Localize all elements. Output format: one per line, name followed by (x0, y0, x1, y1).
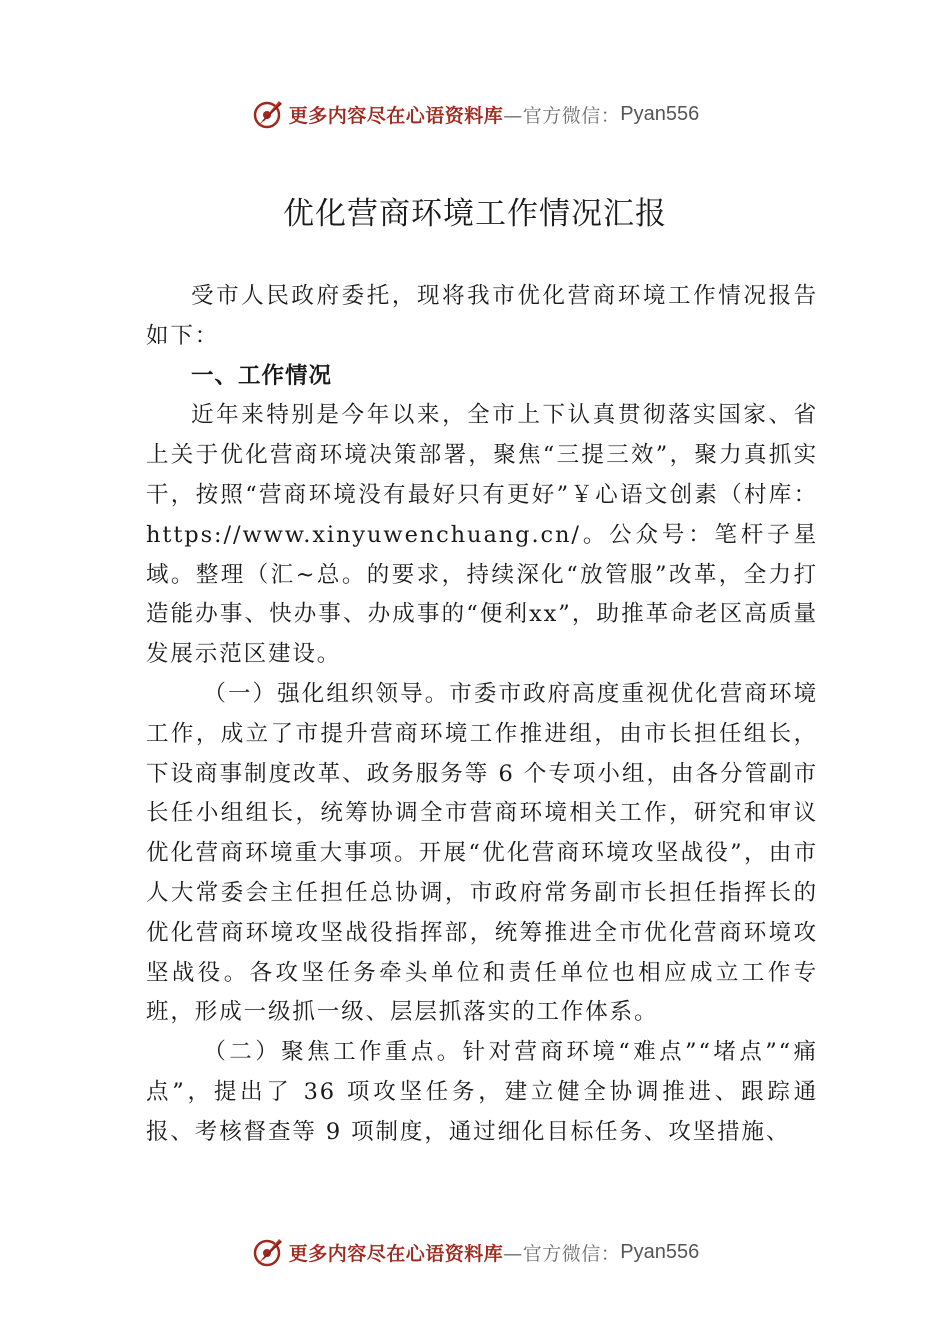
header-wechat-handle: Pyan556 (620, 102, 700, 125)
footer-banner (0, 1232, 950, 1272)
footer-wechat-handle: Pyan556 (620, 1240, 700, 1263)
header-contact-label: —官方微信： (503, 104, 621, 127)
quill-logo-icon (251, 1235, 285, 1269)
header-site-text: 更多内容尽在心语资料库 (288, 104, 504, 127)
quill-logo-icon (251, 97, 285, 131)
header-banner (0, 94, 950, 134)
footer-contact-label: —官方微信： (503, 1242, 621, 1265)
document-body (146, 277, 818, 1153)
intro-paragraph: 受市人民政府委托，现将我市优化营商环境工作情况报告如下： (146, 283, 818, 349)
document-title: 优化营商环境工作情况汇报 (283, 196, 667, 232)
body-paragraph-focus: （二）聚焦工作重点。针对营商环境“难点”“堵点”“痛点”，提出了 36 项攻坚任务，建立健全协调推进、跟踪通报、考核督查等 9 项制度，通过细化目标任务、攻坚措施、 (146, 1039, 818, 1145)
footer-site-text: 更多内容尽在心语资料库 (288, 1242, 504, 1265)
body-paragraph-leadership: （一）强化组织领导。市委市政府高度重视优化营商环境工作，成立了市提升营商环境工作推进组，由市长担任组长，下设商事制度改革、政务服务等 6 个专项小组，由各分管副市长任小组组长，统筹协调全市营商环境相关工作，研究和审议优化营商环境重大事项。开展“优化营商环境攻坚战役”，由市人大常委会主任担任总协调，市政府常务副市长担任指挥长的优化营商环境攻坚战役指挥部，统筹推进全市优化营商环境攻坚战役。各攻坚任务牵头单位和责任单位也相应成立工作专班，形成一级抓一级、层层抓落实的工作体系。 (146, 680, 818, 1026)
body-paragraph-overview: 近年来特别是今年以来，全市上下认真贯彻落实国家、省上关于优化营商环境决策部署，聚焦“三提三效”，聚力真抓实干，按照“营商环境没有最好只有更好”￥心语文创素（村库：https://www.xinyuwenchuang.cn/。公众号：笔杆子星域。整理（汇~总。的要求，持续深化“放管服”改革，全力打造能办事、快办事、办成事的“便利xx”，助推革命老区高质量发展示范区建设。 (146, 402, 818, 668)
section-heading-work-status: 一、工作情况 (191, 362, 333, 389)
